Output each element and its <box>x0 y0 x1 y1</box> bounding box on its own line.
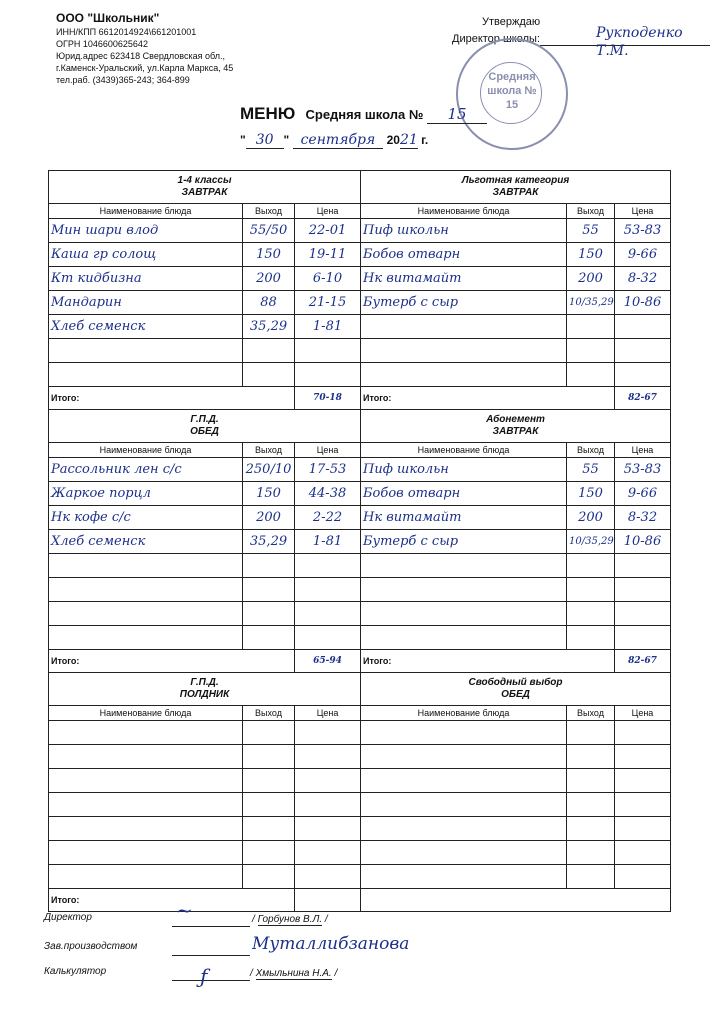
production-label: Зав.производством <box>44 941 138 952</box>
date-day: 30 <box>246 132 284 149</box>
table-row <box>361 554 671 578</box>
table-row: Каша гр солощ 150 19-11 <box>49 243 361 267</box>
production-sign-line <box>172 955 250 956</box>
table-row <box>49 769 361 793</box>
table-row: Пиф школьн 55 53-83 <box>361 458 671 482</box>
company-block <box>56 10 296 86</box>
table-row: Нк кофе с/с 200 2-22 <box>49 506 361 530</box>
director-sign-line <box>172 926 250 927</box>
approve-line-1: Утверждаю <box>482 16 541 28</box>
production-name: Муталлибзанова <box>252 934 410 954</box>
left-menu-table: 1-4 классы ЗАВТРАК Наименование блюда Выход Цена Мин шари влод 55/50 22-01 Каша гр солощ 150 19-11 Кт кидбизна 200 6-10 Мандарин 88 21-15 Хлеб семенск 35,29 1-81 Итого: 70-18 Г.П.Д. ОБЕД Наименование блюда Выход Цена Рассольник лен с/с 250/10 17-53 Жаркое порцл 150 44-38 Нк кофе с/с 200 2-22 Хлеб семенск 35,29 1-81 Итого: 65-94 Г.П.Д. ПОЛДНИК Наименование блюда Выход Цена Итого: <box>48 170 361 912</box>
table-row: Мин шари влод 55/50 22-01 <box>49 219 361 243</box>
table-row <box>361 745 671 769</box>
table-row: Кт кидбизна 200 6-10 <box>49 267 361 291</box>
table-row <box>49 626 361 650</box>
calculator-signature: ƒ <box>200 964 208 988</box>
section-title: 1-4 классы ЗАВТРАК <box>49 171 361 204</box>
total-row: Итого: 70-18 <box>49 387 361 410</box>
total-row: Итого: 82-67 <box>361 387 671 410</box>
company-inn: ИНН/КПП 6612014924\661201001 <box>56 27 197 37</box>
table-row <box>49 339 361 363</box>
section-title: Свободный выбор ОБЕД <box>361 673 671 706</box>
table-row <box>49 865 361 889</box>
table-row <box>49 578 361 602</box>
table-row <box>49 793 361 817</box>
table-row: Пиф школьн 55 53-83 <box>361 219 671 243</box>
table-row <box>361 841 671 865</box>
menu-title <box>240 104 487 124</box>
company-phone: тел.раб. (3439)365-243; 364-899 <box>56 75 190 85</box>
company-ogrn: ОГРН 1046600625642 <box>56 39 148 49</box>
director-label: Директор <box>44 912 92 923</box>
table-row: Жаркое порцл 150 44-38 <box>49 482 361 506</box>
section-title: Льготная категория ЗАВТРАК <box>361 171 671 204</box>
table-row <box>361 626 671 650</box>
table-row <box>361 339 671 363</box>
total-row: Итого: 65-94 <box>49 650 361 673</box>
company-name: ООО "Школьник" <box>56 11 160 25</box>
table-row: Рассольник лен с/с 250/10 17-53 <box>49 458 361 482</box>
school-label: Средняя школа № <box>305 107 424 122</box>
approve-line-2: Директор школы: <box>452 33 540 45</box>
table-row <box>361 865 671 889</box>
table-row: Нк витамайт 200 8-32 <box>361 267 671 291</box>
company-address: Юрид.адрес 623418 Свердловская обл., <box>56 51 225 61</box>
right-menu-table: Льготная категория ЗАВТРАК Наименование блюда Выход Цена Пиф школьн 55 53-83 Бобов отварн 150 9-66 Нк витамайт 200 8-32 Бутерб с сыр 10/35,29 10-86 Итого: 82-67 Абонемент ЗАВТРАК Наименование блюда Выход Цена Пиф школьн 55 53-83 Бобов отварн 150 9-66 Нк витамайт 200 8-32 Бутерб с сыр 10/35,29 10-86 Итого: 82-67 Свободный выбор ОБЕД Наименование блюда Выход Цена <box>360 170 671 912</box>
table-row <box>361 602 671 626</box>
table-row <box>361 817 671 841</box>
menu-date: " 30 " сентября 2021 г. <box>240 132 429 148</box>
table-row <box>49 817 361 841</box>
table-row: Бутерб с сыр 10/35,29 10-86 <box>361 530 671 554</box>
date-month: сентября <box>293 132 384 149</box>
table-row: Нк витамайт 200 8-32 <box>361 506 671 530</box>
approve-signature: Рукподенко Т.М. <box>596 25 683 59</box>
table-row <box>49 745 361 769</box>
table-row: Хлеб семенск 35,29 1-81 <box>49 530 361 554</box>
table-row <box>361 363 671 387</box>
table-row: Бобов отварн 150 9-66 <box>361 482 671 506</box>
table-row <box>361 315 671 339</box>
total-row: Итого: <box>49 889 361 912</box>
table-row <box>361 769 671 793</box>
company-address-2: г.Каменск-Уральский, ул.Карла Маркса, 45 <box>56 63 234 73</box>
calculator-name: / Хмыльнина Н.А. / <box>250 968 338 979</box>
calculator-label: Калькулятор <box>44 966 107 977</box>
director-name: / Горбунов В.Л. / <box>252 914 328 925</box>
table-row <box>49 841 361 865</box>
section-title: Г.П.Д. ОБЕД <box>49 410 361 443</box>
section-title: Абонемент ЗАВТРАК <box>361 410 671 443</box>
table-row <box>49 602 361 626</box>
section-title: Г.П.Д. ПОЛДНИК <box>49 673 361 706</box>
table-row <box>49 554 361 578</box>
table-row <box>361 793 671 817</box>
table-row <box>361 578 671 602</box>
table-row: Бутерб с сыр 10/35,29 10-86 <box>361 291 671 315</box>
director-signature: ~ <box>176 898 193 922</box>
total-row <box>361 889 671 912</box>
calculator-sign-line <box>172 980 250 981</box>
school-stamp <box>456 38 568 150</box>
date-year: 21 <box>399 132 418 148</box>
table-row <box>361 721 671 745</box>
table-row: Бобов отварн 150 9-66 <box>361 243 671 267</box>
date-g: г. <box>421 133 429 147</box>
table-row: Хлеб семенск 35,29 1-81 <box>49 315 361 339</box>
stamp-text: Средняя школа № 15 <box>487 71 537 111</box>
school-number: 15 <box>427 105 486 124</box>
menu-word: МЕНЮ <box>240 104 296 123</box>
total-row: Итого: 82-67 <box>361 650 671 673</box>
date-year-prefix: 20 <box>386 133 400 147</box>
table-row: Мандарин 88 21-15 <box>49 291 361 315</box>
table-row <box>49 721 361 745</box>
table-row <box>49 363 361 387</box>
